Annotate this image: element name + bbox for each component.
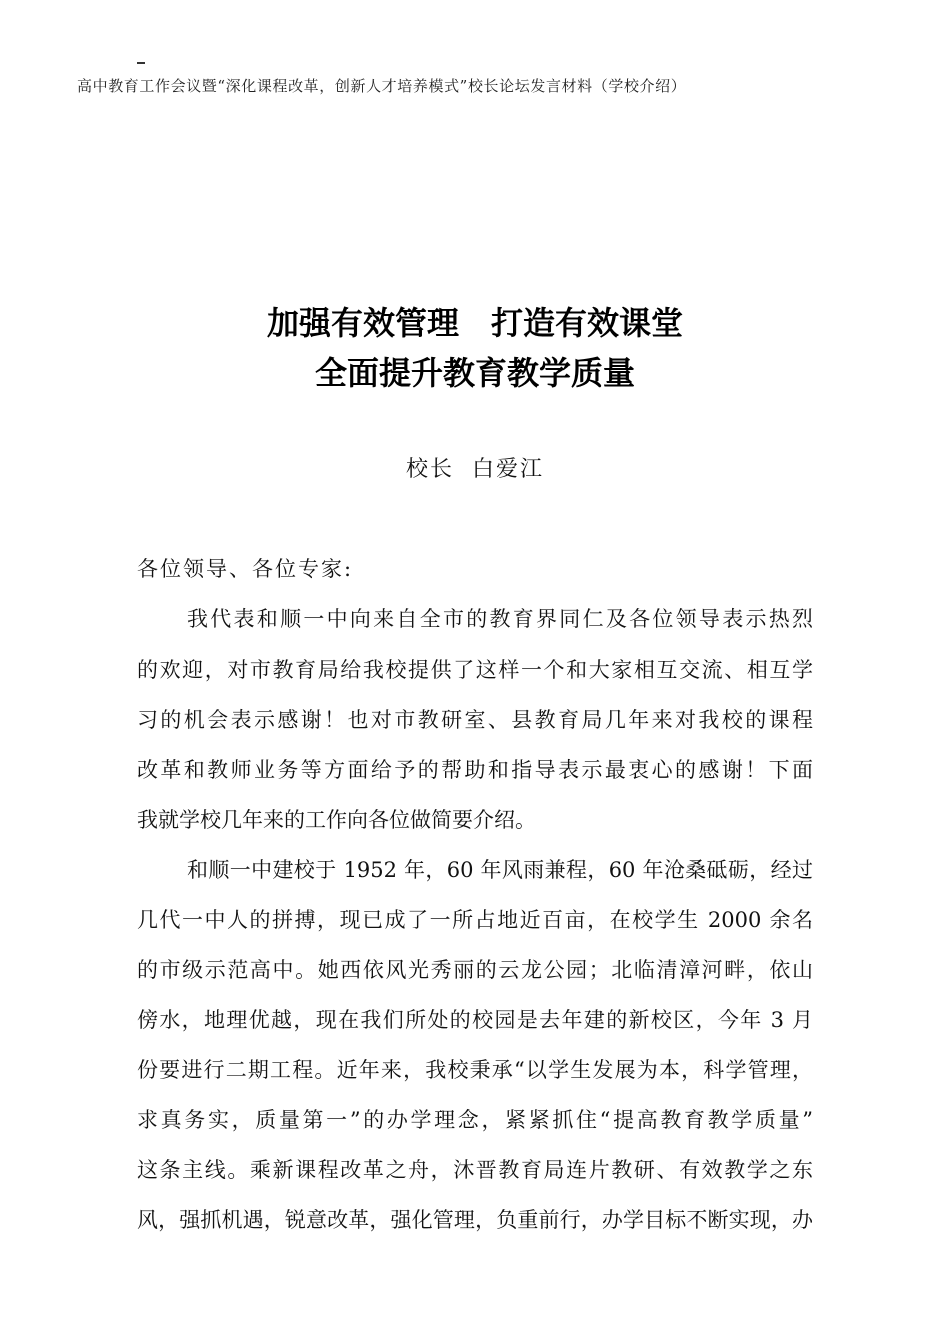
- paragraph-1-line: 我就学校几年来的工作向各位做简要介绍。: [137, 808, 536, 832]
- paragraph-2-line: 风，强抓机遇，锐意改革，强化管理，负重前行，办学目标不断实现，办: [137, 1208, 813, 1232]
- document-title-line-1: 加强有效管理 打造有效课堂: [266, 304, 683, 342]
- paragraph-2-line: 求真务实，质量第一”的办学理念，紧紧抓住“提高教育教学质量”: [137, 1108, 813, 1132]
- paragraph-2-line: 的市级示范高中。她西依风光秀丽的云龙公园；北临清漳河畔，依山: [137, 958, 813, 982]
- paragraph-2-line: 份要进行二期工程。近年来，我校秉承“以学生发展为本，科学管理，: [137, 1058, 813, 1082]
- author-line: 校长 白爱江: [406, 457, 544, 482]
- paragraph-1-line: 改革和教师业务等方面给予的帮助和指导表示最衷心的感谢！下面: [137, 758, 813, 782]
- paragraph-2-line: 这条主线。乘新课程改革之舟，沐晋教育局连片教研、有效教学之东: [137, 1158, 813, 1182]
- scan-mark: [137, 62, 145, 64]
- greeting: 各位领导、各位专家:: [137, 557, 354, 581]
- paragraph-1-line: 我代表和顺一中向来自全市的教育界同仁及各位领导表示热烈: [187, 607, 813, 631]
- paragraph-2-line: 和顺一中建校于 1952 年，60 年风雨兼程，60 年沧桑砥砺，经过: [187, 858, 813, 882]
- document-title-line-2: 全面提升教育教学质量: [314, 354, 635, 392]
- paragraph-1-line: 习的机会表示感谢！也对市教研室、县教育局几年来对我校的课程: [137, 708, 813, 732]
- paragraph-2-line: 傍水，地理优越，现在我们所处的校园是去年建的新校区，今年 3 月: [137, 1008, 813, 1032]
- running-header: 高中教育工作会议暨“深化课程改革，创新人才培养模式”校长论坛发言材料（学校介绍）: [77, 77, 687, 95]
- paragraph-2-line: 几代一中人的拼搏，现已成了一所占地近百亩，在校学生 2000 余名: [137, 908, 813, 932]
- paragraph-1-line: 的欢迎，对市教育局给我校提供了这样一个和大家相互交流、相互学: [137, 658, 813, 682]
